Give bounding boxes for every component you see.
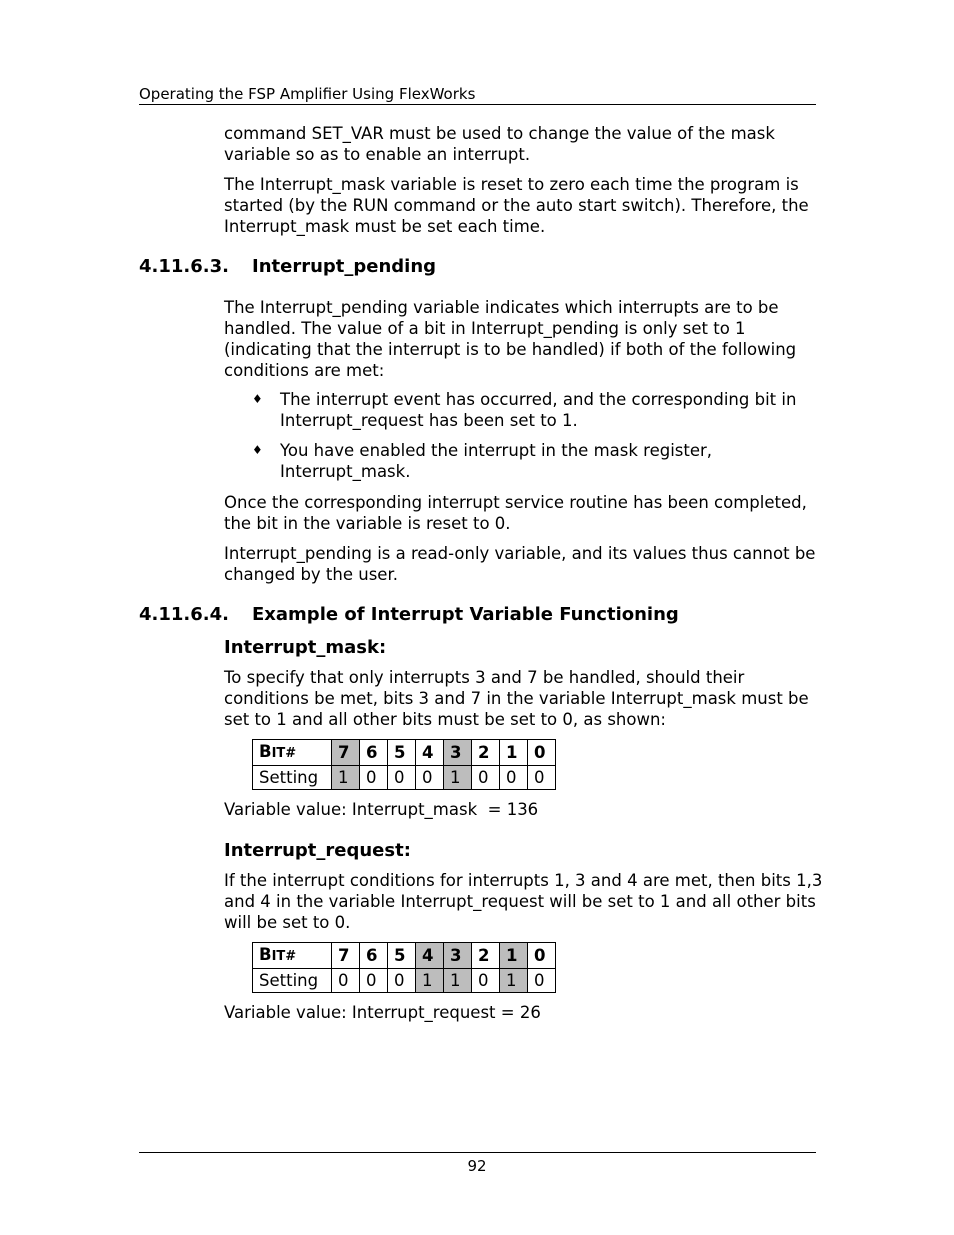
section-title: Example of Interrupt Variable Functioning xyxy=(252,604,679,625)
bit-cell: 5 xyxy=(388,943,416,969)
request-result: Variable value: Interrupt_request = 26 xyxy=(224,1003,541,1022)
value-cell: 1 xyxy=(416,969,444,993)
value-cell: 0 xyxy=(388,969,416,993)
value-cell: 0 xyxy=(416,766,444,790)
table-header-row xyxy=(253,943,556,969)
pending-paragraph-3: Interrupt_pending is a read-only variable, and its values thus cannot be changed by the user. xyxy=(224,544,816,584)
section-title: Interrupt_pending xyxy=(252,256,437,277)
value-cell: 1 xyxy=(444,969,472,993)
bit-cell: 7 xyxy=(332,943,360,969)
bit-cell: 0 xyxy=(528,740,556,766)
value-cell: 0 xyxy=(500,766,528,790)
value-cell: 1 xyxy=(500,969,528,993)
intro-paragraph-2: The Interrupt_mask variable is reset to zero each time the program is started (by the RUN command or the auto start switch). Therefore, the Interrupt_mask must be set each time. xyxy=(224,175,809,236)
bit-cell: 1 xyxy=(500,943,528,969)
list-item-text: You have enabled the interrupt in the mask register, Interrupt_mask. xyxy=(280,441,713,481)
bit-cell: 4 xyxy=(416,943,444,969)
table-row xyxy=(253,969,556,993)
running-header: Operating the FSP Amplifier Using FlexWorks xyxy=(139,84,816,105)
pending-paragraph-1: The Interrupt_pending variable indicates which interrupts are to be handled. The value of a bit in Interrupt_pending is only set to 1 (indicating that the interrupt is to be handled) if both of the following conditions are met: xyxy=(224,298,797,380)
mask-bit-table xyxy=(252,739,556,790)
diamond-bullet-icon: ♦ xyxy=(252,443,263,457)
bit-cell: 7 xyxy=(332,740,360,766)
section-number: 4.11.6.3. xyxy=(139,256,229,277)
bit-header-cell: BIT# xyxy=(253,740,332,766)
table-header-row xyxy=(253,740,556,766)
setting-label-cell: Setting xyxy=(253,969,332,993)
value-cell: 0 xyxy=(332,969,360,993)
bit-cell: 6 xyxy=(360,740,388,766)
intro-paragraph-1: command SET_VAR must be used to change the value of the mask variable so as to enable an interrupt. xyxy=(224,124,775,164)
request-paragraph: If the interrupt conditions for interrupts 1, 3 and 4 are met, then bits 1,3 and 4 in the variable Interrupt_request will be set to 1 and all other bits will be set to 0. xyxy=(224,871,823,932)
value-cell: 0 xyxy=(472,766,500,790)
section-number: 4.11.6.4. xyxy=(139,604,229,625)
mask-paragraph: To specify that only interrupts 3 and 7 be handled, should their conditions be met, bits 3 and 7 in the variable Interrupt_mask must be set to 1 and all other bits must be set to 0, as shown: xyxy=(224,668,809,729)
bit-cell: 2 xyxy=(472,943,500,969)
bit-cell: 2 xyxy=(472,740,500,766)
subheading-interrupt-mask: Interrupt_mask: xyxy=(224,637,387,658)
value-cell: 0 xyxy=(360,969,388,993)
list-item-text: The interrupt event has occurred, and the corresponding bit in Interrupt_request has been set to 1. xyxy=(280,390,797,430)
diamond-bullet-icon: ♦ xyxy=(252,392,263,406)
bit-header-cell: BIT# xyxy=(253,943,332,969)
request-bit-table xyxy=(252,942,556,993)
bit-cell: 3 xyxy=(444,943,472,969)
mask-result: Variable value: Interrupt_mask = 136 xyxy=(224,800,539,819)
table-row xyxy=(253,766,556,790)
value-cell: 0 xyxy=(528,766,556,790)
subheading-interrupt-request: Interrupt_request: xyxy=(224,840,411,861)
value-cell: 0 xyxy=(528,969,556,993)
bit-cell: 6 xyxy=(360,943,388,969)
value-cell: 0 xyxy=(388,766,416,790)
page-number: 92 xyxy=(467,1157,487,1175)
bit-cell: 0 xyxy=(528,943,556,969)
setting-label-cell: Setting xyxy=(253,766,332,790)
value-cell: 1 xyxy=(332,766,360,790)
value-cell: 0 xyxy=(360,766,388,790)
bit-cell: 4 xyxy=(416,740,444,766)
section-heading-pending xyxy=(139,256,436,278)
footer-divider xyxy=(139,1152,816,1153)
bit-cell: 3 xyxy=(444,740,472,766)
value-cell: 1 xyxy=(444,766,472,790)
bit-cell: 1 xyxy=(500,740,528,766)
value-cell: 0 xyxy=(472,969,500,993)
bit-cell: 5 xyxy=(388,740,416,766)
section-heading-example xyxy=(139,604,679,626)
pending-paragraph-2: Once the corresponding interrupt service routine has been completed, the bit in the variable is reset to 0. xyxy=(224,493,807,533)
